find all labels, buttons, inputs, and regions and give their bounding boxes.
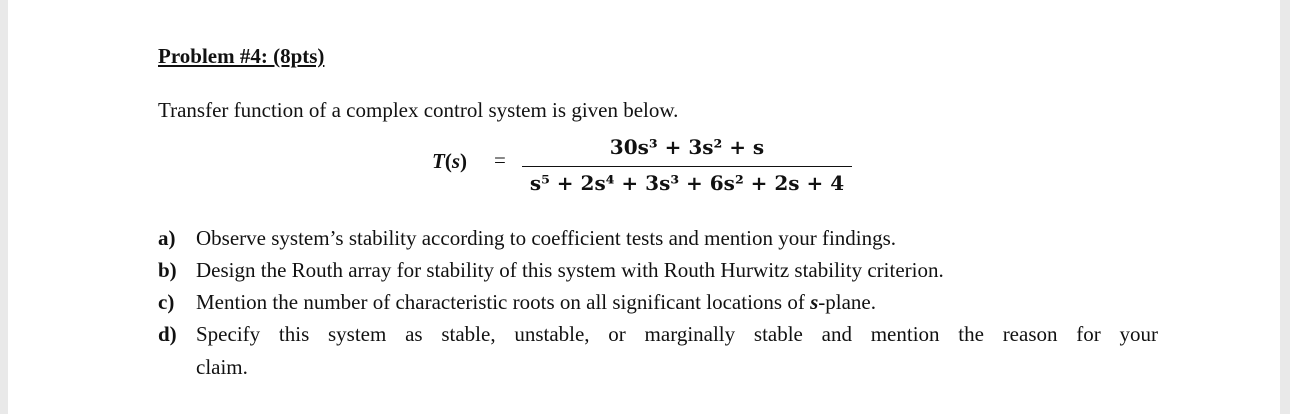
formula-lhs-func: T [432,149,445,173]
part-a-text: Observe system’s stability according to coefficient tests and mention your findings. [196,226,897,250]
part-c [158,286,1158,318]
formula-lhs-var: s [451,149,461,173]
part-b-label: b) [158,258,177,282]
part-d-text-line2: claim. [196,355,248,379]
part-b [158,254,1158,286]
formula-denominator: s⁵ + 2s⁴ + 3s³ + 6s² + 2s + 4 [529,171,845,195]
formula-lhs: T(s) [432,149,468,173]
part-d-text-line1: Specify this system as stable, unstable, or marginally stable and mention the reason for your [196,322,1158,346]
transfer-function-formula [432,132,892,198]
document-page [8,0,1280,414]
question-parts [158,222,1158,384]
part-c-text [196,286,1158,318]
problem-intro: Transfer function of a complex control system is given below. [158,98,679,122]
part-d [158,318,1158,350]
problem-title: Problem #4: (8pts) [158,44,325,68]
part-a-label: a) [158,226,176,250]
part-a [158,222,1158,254]
part-c-var: s [810,290,819,314]
part-c-text-pre: Mention the number of characteristic roots on all significant locations of [196,290,811,314]
part-c-label: c) [158,290,175,314]
part-d-label: d) [158,322,177,346]
part-c-text-post: -plane. [818,290,876,314]
part-b-text: Design the Routh array for stability of this system with Routh Hurwitz stability criterion. [196,258,944,282]
formula-numerator: 30s³ + 3s² + s [609,135,765,159]
formula-equals: = [494,148,506,172]
fraction-bar [522,166,852,167]
